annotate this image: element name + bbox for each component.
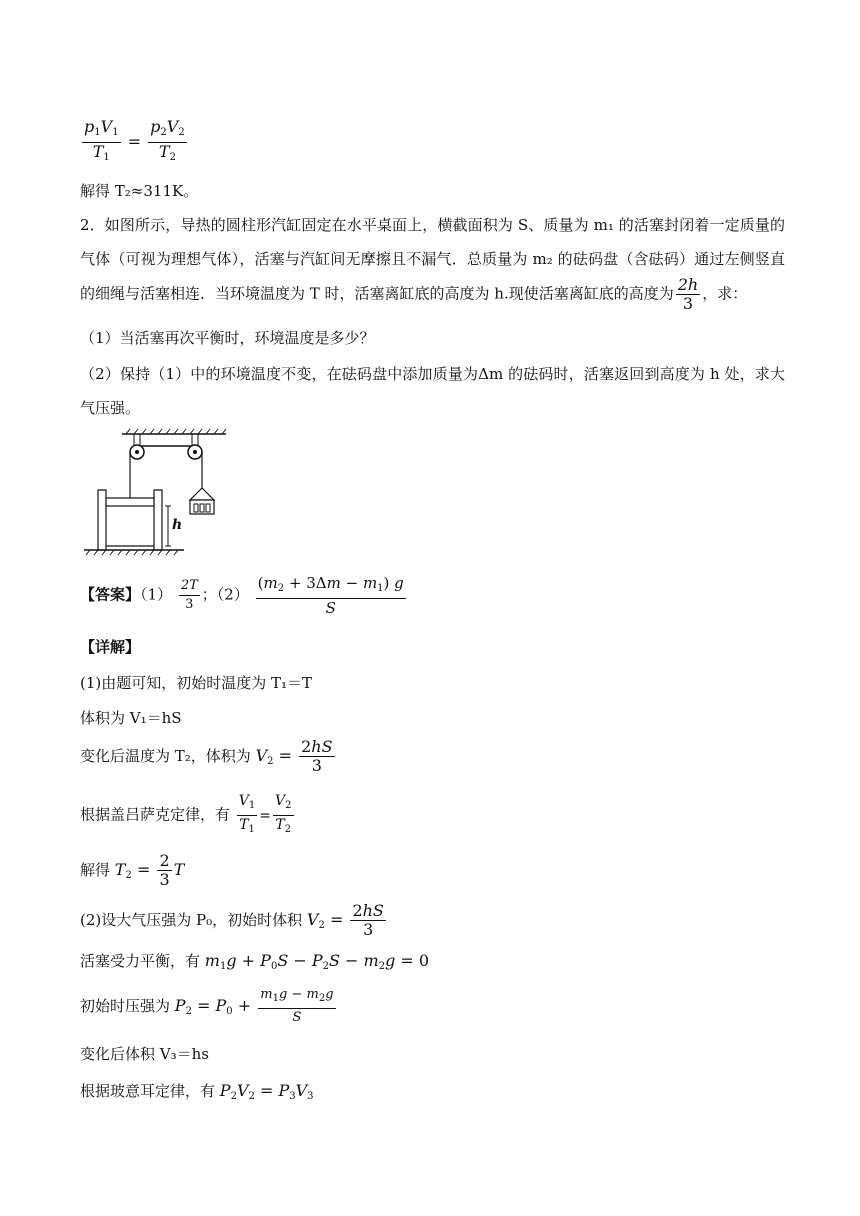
- question-2: （2）保持（1）中的环境温度不变，在砝码盘中添加质量为Δm 的砝码时，活塞返回到高度为 h 处，求大气压强。: [80, 365, 785, 417]
- detail-line-8: [80, 986, 338, 1032]
- detail-text-5: 解得: [80, 861, 111, 879]
- detail-text-6: (2)设大气压强为 P₀，初始时体积: [80, 911, 303, 929]
- detail-line-7: [80, 950, 429, 978]
- height-label: h: [172, 517, 183, 533]
- height-fraction: $\frac{2h}{3}$: [677, 275, 699, 313]
- apparatus-figure: [80, 428, 240, 558]
- answer-1-formula: $\frac{2T}{3}$: [180, 578, 198, 612]
- detail-line-5: [80, 850, 184, 896]
- v2-formula: $V_2$ = $\frac{2hS}{3}$: [255, 737, 333, 775]
- detail-text-4: 根据盖吕萨克定律，有: [80, 805, 231, 824]
- detail-line-4: [80, 792, 296, 839]
- detail-line-9: 变化后体积 V₃＝hs: [80, 1045, 209, 1063]
- detail-line-1: (1)由题可知，初始时温度为 T₁＝T: [80, 674, 313, 692]
- detail-text-7: 活塞受力平衡，有: [80, 952, 201, 970]
- problem-text-end: ，求：: [702, 284, 748, 303]
- detail-text-8: 初始时压强为: [80, 997, 171, 1015]
- answer-line: [80, 574, 408, 617]
- detail-line-6: [80, 900, 388, 946]
- question-1: （1）当活塞再次平衡时，环境温度是多少？: [80, 329, 375, 347]
- ideal-gas-equation: $\frac{p_1V_1}{T_1}$ = $\frac{p_2V_2}{T_2}$: [84, 117, 185, 163]
- detail-label: 【详解】: [80, 638, 141, 656]
- force-balance-formula: $m_1g + P_0S - P_2S - m_2g = 0$: [204, 951, 430, 972]
- answer-label: 【答案】: [80, 585, 141, 604]
- t2-result-formula: $T_2$ = $\frac{2}{3}$ T: [114, 851, 185, 889]
- top-solution: 解得 T₂≈311K。: [80, 182, 199, 200]
- detail-text-10: 根据玻意耳定律，有: [80, 1082, 216, 1100]
- answer-2-formula: $\frac{(m_2 + 3\Delta m - m_1) g}{S}$: [257, 574, 404, 617]
- detail-line-2: 体积为 V₁＝hS: [80, 709, 182, 727]
- initial-volume-formula: $V_2$ = $\frac{2hS}{3}$: [306, 901, 384, 939]
- detail-text-3: 变化后温度为 T₂，体积为: [80, 747, 251, 765]
- detail-line-10: [80, 1080, 314, 1108]
- boyle-formula: $P_2V_2 = P_3V_3$: [219, 1081, 314, 1102]
- problem-text: 2．如图所示，导热的圆柱形汽缸固定在水平桌面上，横截面积为 S、质量为 m₁ 的活塞封闭着一定质量的气体（可视为理想气体），活塞与汽缸间无摩擦且不漏气．总质量为 m₂ 的砝码盘（含砝码）通过左侧竖直的细绳与活塞相连．当环境温度为 T 时，活塞离缸底的高度为 h.现使活塞离缸底的高度为: [80, 216, 785, 303]
- gay-lussac-formula: $\frac{V_1}{T_1}$ = $\frac{V_2}{T_2}$: [238, 793, 292, 835]
- answer-separator: ；（2）: [201, 585, 249, 604]
- initial-pressure-formula: $P_2 = P_0$ + $\frac{m_1g - m_2g}{S}$: [174, 987, 334, 1025]
- detail-line-3: [80, 736, 337, 782]
- problem-statement: [80, 208, 785, 313]
- answer-part1-label: （1）: [140, 585, 173, 604]
